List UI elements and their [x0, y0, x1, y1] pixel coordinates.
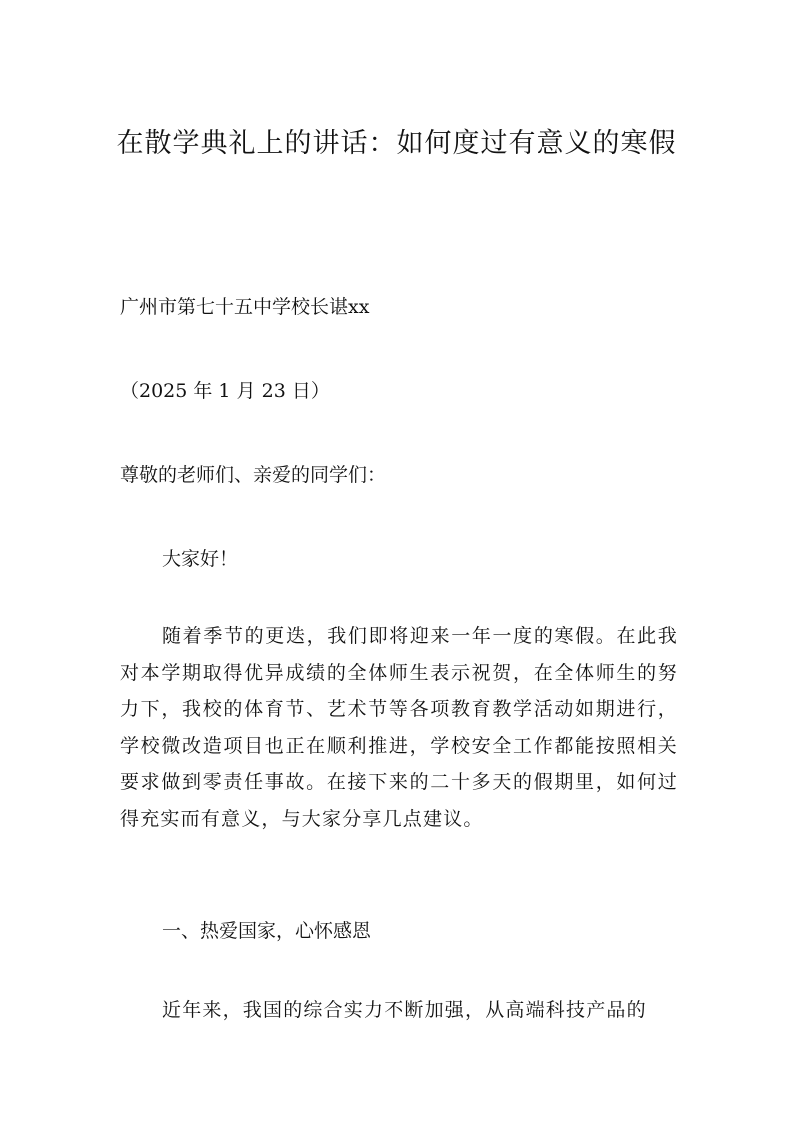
body-paragraph-1: 随着季节的更迭，我们即将迎来一年一度的寒假。在此我对本学期取得优异成绩的全体师生表示祝贺，在全体师生的努力下，我校的体育节、艺术节等各项教育教学活动如期进行，学校微改造项目也正在顺利推进，学校安全工作都能按照相关要求做到零责任事故。在接下来的二十多天的假期里，如何过得充实而有意义，与大家分享几点建议。	[120, 625, 678, 830]
section-heading-1: 一、热爱国家，心怀感恩	[162, 920, 372, 942]
author-line: 广州市第七十五中学校长谌xx	[120, 296, 370, 318]
body-paragraph-2: 近年来，我国的综合实力不断加强，从高端科技产品的	[162, 999, 647, 1021]
document-title: 在散学典礼上的讲话：如何度过有意义的寒假	[116, 128, 677, 159]
salutation: 尊敬的老师们、亲爱的同学们：	[120, 464, 387, 486]
greeting: 大家好！	[162, 548, 239, 570]
date-line: （2025 年 1 月 23 日）	[120, 380, 330, 402]
